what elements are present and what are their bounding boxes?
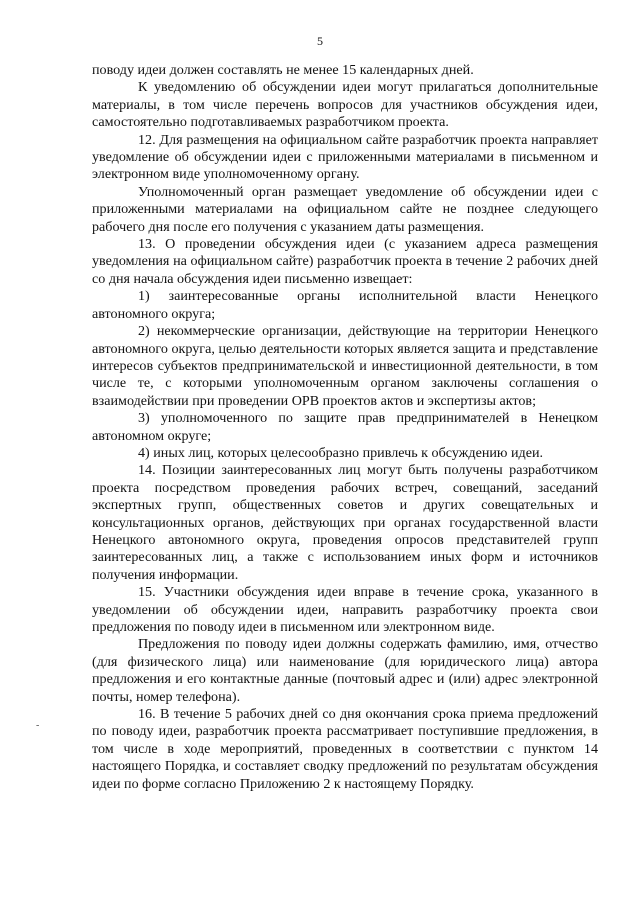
- paragraph-placement: Уполномоченный орган размещает уведомление об обсуждении идеи с приложенными материалами на официальном сайте не позднее следующего рабочего дня после его получения с указанием даты размещения.: [92, 183, 598, 235]
- scan-mark: -: [36, 720, 40, 731]
- paragraph-continuation: поводу идеи должен составлять не менее 15 календарных дней.: [92, 62, 474, 78]
- document-body: [92, 62, 598, 793]
- page-number: 5: [317, 34, 323, 48]
- list-item-4: 4) иных лиц, которых целесообразно привлечь к обсуждению идеи.: [138, 444, 544, 461]
- list-item-1: 1) заинтересованные органы исполнительной власти Ненецкого автономного округа;: [92, 288, 598, 322]
- paragraph-item-14: 14. Позиции заинтересованных лиц могут быть получены разработчиком проекта посредством проведения рабочих встреч, совещаний, заседаний экспертных групп, общественных советов и других совещательных и консультационных органов, действующих при органах государственной власти Ненецкого автономного округа, проведения опросов представителей групп заинтересованных лиц, а также с использованием иных форм и источников получения информации.: [92, 462, 598, 583]
- paragraph-item-15: 15. Участники обсуждения идеи вправе в течение срока, указанного в уведомлении об обсуждении идеи, направить разработчику проекта свои предложения по поводу идеи в письменном или электронном виде.: [92, 584, 598, 635]
- paragraph-item-12: 12. Для размещения на официальном сайте разработчик проекта направляет уведомление об обсуждении идеи с приложенными материалами в письменном и электронном виде уполномоченному органу.: [92, 131, 598, 183]
- paragraph-attachments: К уведомлению об обсуждении идеи могут прилагаться дополнительные материалы, в том числе перечень вопросов для участников обсуждения идеи, самостоятельно подготавливаемых разработчиком проекта.: [92, 79, 598, 131]
- list-item-3: 3) уполномоченного по защите прав предпринимателей в Ненецком автономном округе;: [92, 410, 598, 444]
- paragraph-proposals-content: Предложения по поводу идеи должны содержать фамилию, имя, отчество (для физического лица) или наименование (для юридического лица) автора предложения и его контактные данные (почтовый адрес и (или) адрес электронной почты, номер телефона).: [92, 636, 598, 705]
- paragraph-item-16: 16. В течение 5 рабочих дней со дня окончания срока приема предложений по поводу идеи, разработчик проекта рассматривает поступившие предложения, в том числе в ходе мероприятий, проведенных в соответствии с пунктом 14 настоящего Порядка, и составляет сводку предложений по результатам обсуждения идеи по форме согласно Приложению 2 к настоящему Порядку.: [92, 706, 598, 792]
- list-item-2: 2) некоммерческие организации, действующие на территории Ненецкого автономного округа, целью деятельности которых является защита и представление интересов субъектов предпринимательской и инвестиционной деятельности, в том числе те, с которыми уполномоченным органом заключены соглашения о взаимодействии при проведении ОРВ проектов актов и экспертизы актов;: [92, 323, 598, 409]
- paragraph-item-13: 13. О проведении обсуждения идеи (с указанием адреса размещения уведомления на официальном сайте) разработчик проекта в течение 2 рабочих дней со дня начала обсуждения идеи письменно извещает:: [92, 236, 598, 287]
